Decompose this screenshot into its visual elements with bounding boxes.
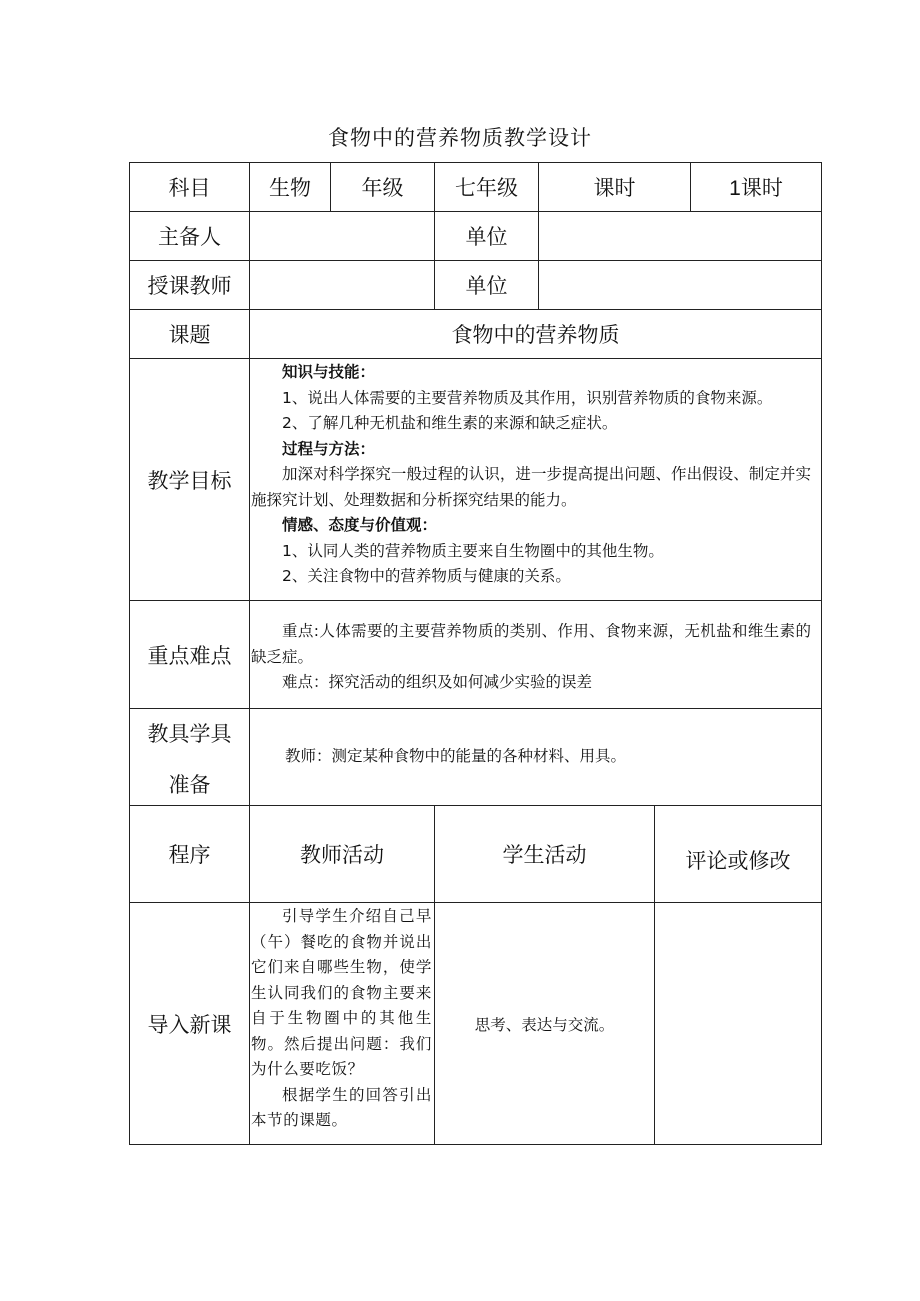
intro-teacher-text-2: 根据学生的回答引出本节的课题。	[251, 1085, 432, 1129]
tools-text: 教师：测定某种食物中的能量的各种材料、用具。	[285, 747, 627, 765]
intro-teacher-activity	[251, 904, 432, 1134]
teacher-unit-value	[539, 261, 821, 309]
knowledge-item-1: 1、说出人体需要的主要营养物质及其作用，识别营养物质的食物来源。	[282, 388, 773, 407]
document-title: 食物中的营养物质教学设计	[328, 126, 592, 150]
teacher-label: 授课教师	[147, 274, 232, 298]
key-points-content	[251, 619, 811, 696]
table-border-bottom	[129, 1144, 822, 1145]
teacher-activity-header: 教师活动	[300, 843, 384, 867]
tools-label-line-2: 准备	[168, 773, 211, 797]
subject-value: 生物	[269, 176, 311, 200]
preparer-value	[250, 212, 434, 260]
preparer-unit-value	[539, 212, 821, 260]
hours-value: 1课时	[729, 177, 783, 200]
topic-label: 课题	[168, 323, 211, 347]
emotion-heading: 情感、态度与价值观：	[282, 516, 438, 534]
teacher-unit-label: 单位	[465, 274, 508, 298]
hours-label: 课时	[593, 176, 636, 200]
knowledge-item-2: 2、了解几种无机盐和维生素的来源和缺乏症状。	[282, 414, 618, 432]
preparer-label: 主备人	[158, 225, 221, 249]
tools-label-line-1: 教具学具	[147, 722, 232, 746]
emotion-item-2: 2、关注食物中的营养物质与健康的关系。	[282, 567, 571, 585]
grade-label: 年级	[361, 176, 404, 200]
process-item-1: 加深对科学探究一般过程的认识，进一步提高提出问题、作出假设、制定并实施探究计划、处理数据和分析探究结果的能力。	[251, 465, 811, 509]
teacher-value	[250, 261, 434, 309]
table-border-right	[821, 162, 822, 1145]
preparer-unit-label: 单位	[465, 225, 508, 249]
objectives-label: 教学目标	[147, 468, 232, 493]
grade-value: 七年级	[455, 176, 518, 200]
key-point-text: 重点:人体需要的主要营养物质的类别、作用、食物来源，无机盐和维生素的缺乏症。	[251, 622, 811, 666]
topic-value: 食物中的营养物质	[451, 323, 620, 347]
procedure-step-header: 程序	[168, 843, 211, 867]
intro-comment	[655, 903, 821, 1144]
emotion-item-1: 1、认同人类的营养物质主要来自生物圈中的其他生物。	[282, 541, 664, 560]
key-points-label: 重点难点	[147, 643, 232, 668]
comment-header: 评论或修改	[685, 849, 791, 873]
intro-step: 导入新课	[147, 1012, 232, 1037]
difficult-point-text: 难点：探究活动的组织及如何减少实验的误差	[282, 673, 593, 691]
intro-student-activity: 思考、表达与交流。	[474, 1015, 615, 1034]
knowledge-heading: 知识与技能：	[282, 363, 376, 381]
subject-label: 科目	[168, 176, 211, 200]
objectives-content	[251, 360, 817, 600]
intro-teacher-text-1: 引导学生介绍自己早（午）餐吃的食物并说出它们来自哪些生物，使学生认同我们的食物主要来自于生物圈中的其他生物。然后提出问题：我们为什么要吃饭？	[251, 907, 432, 1078]
tools-label	[130, 709, 249, 805]
student-activity-header: 学生活动	[502, 843, 587, 867]
process-heading: 过程与方法：	[282, 439, 376, 458]
